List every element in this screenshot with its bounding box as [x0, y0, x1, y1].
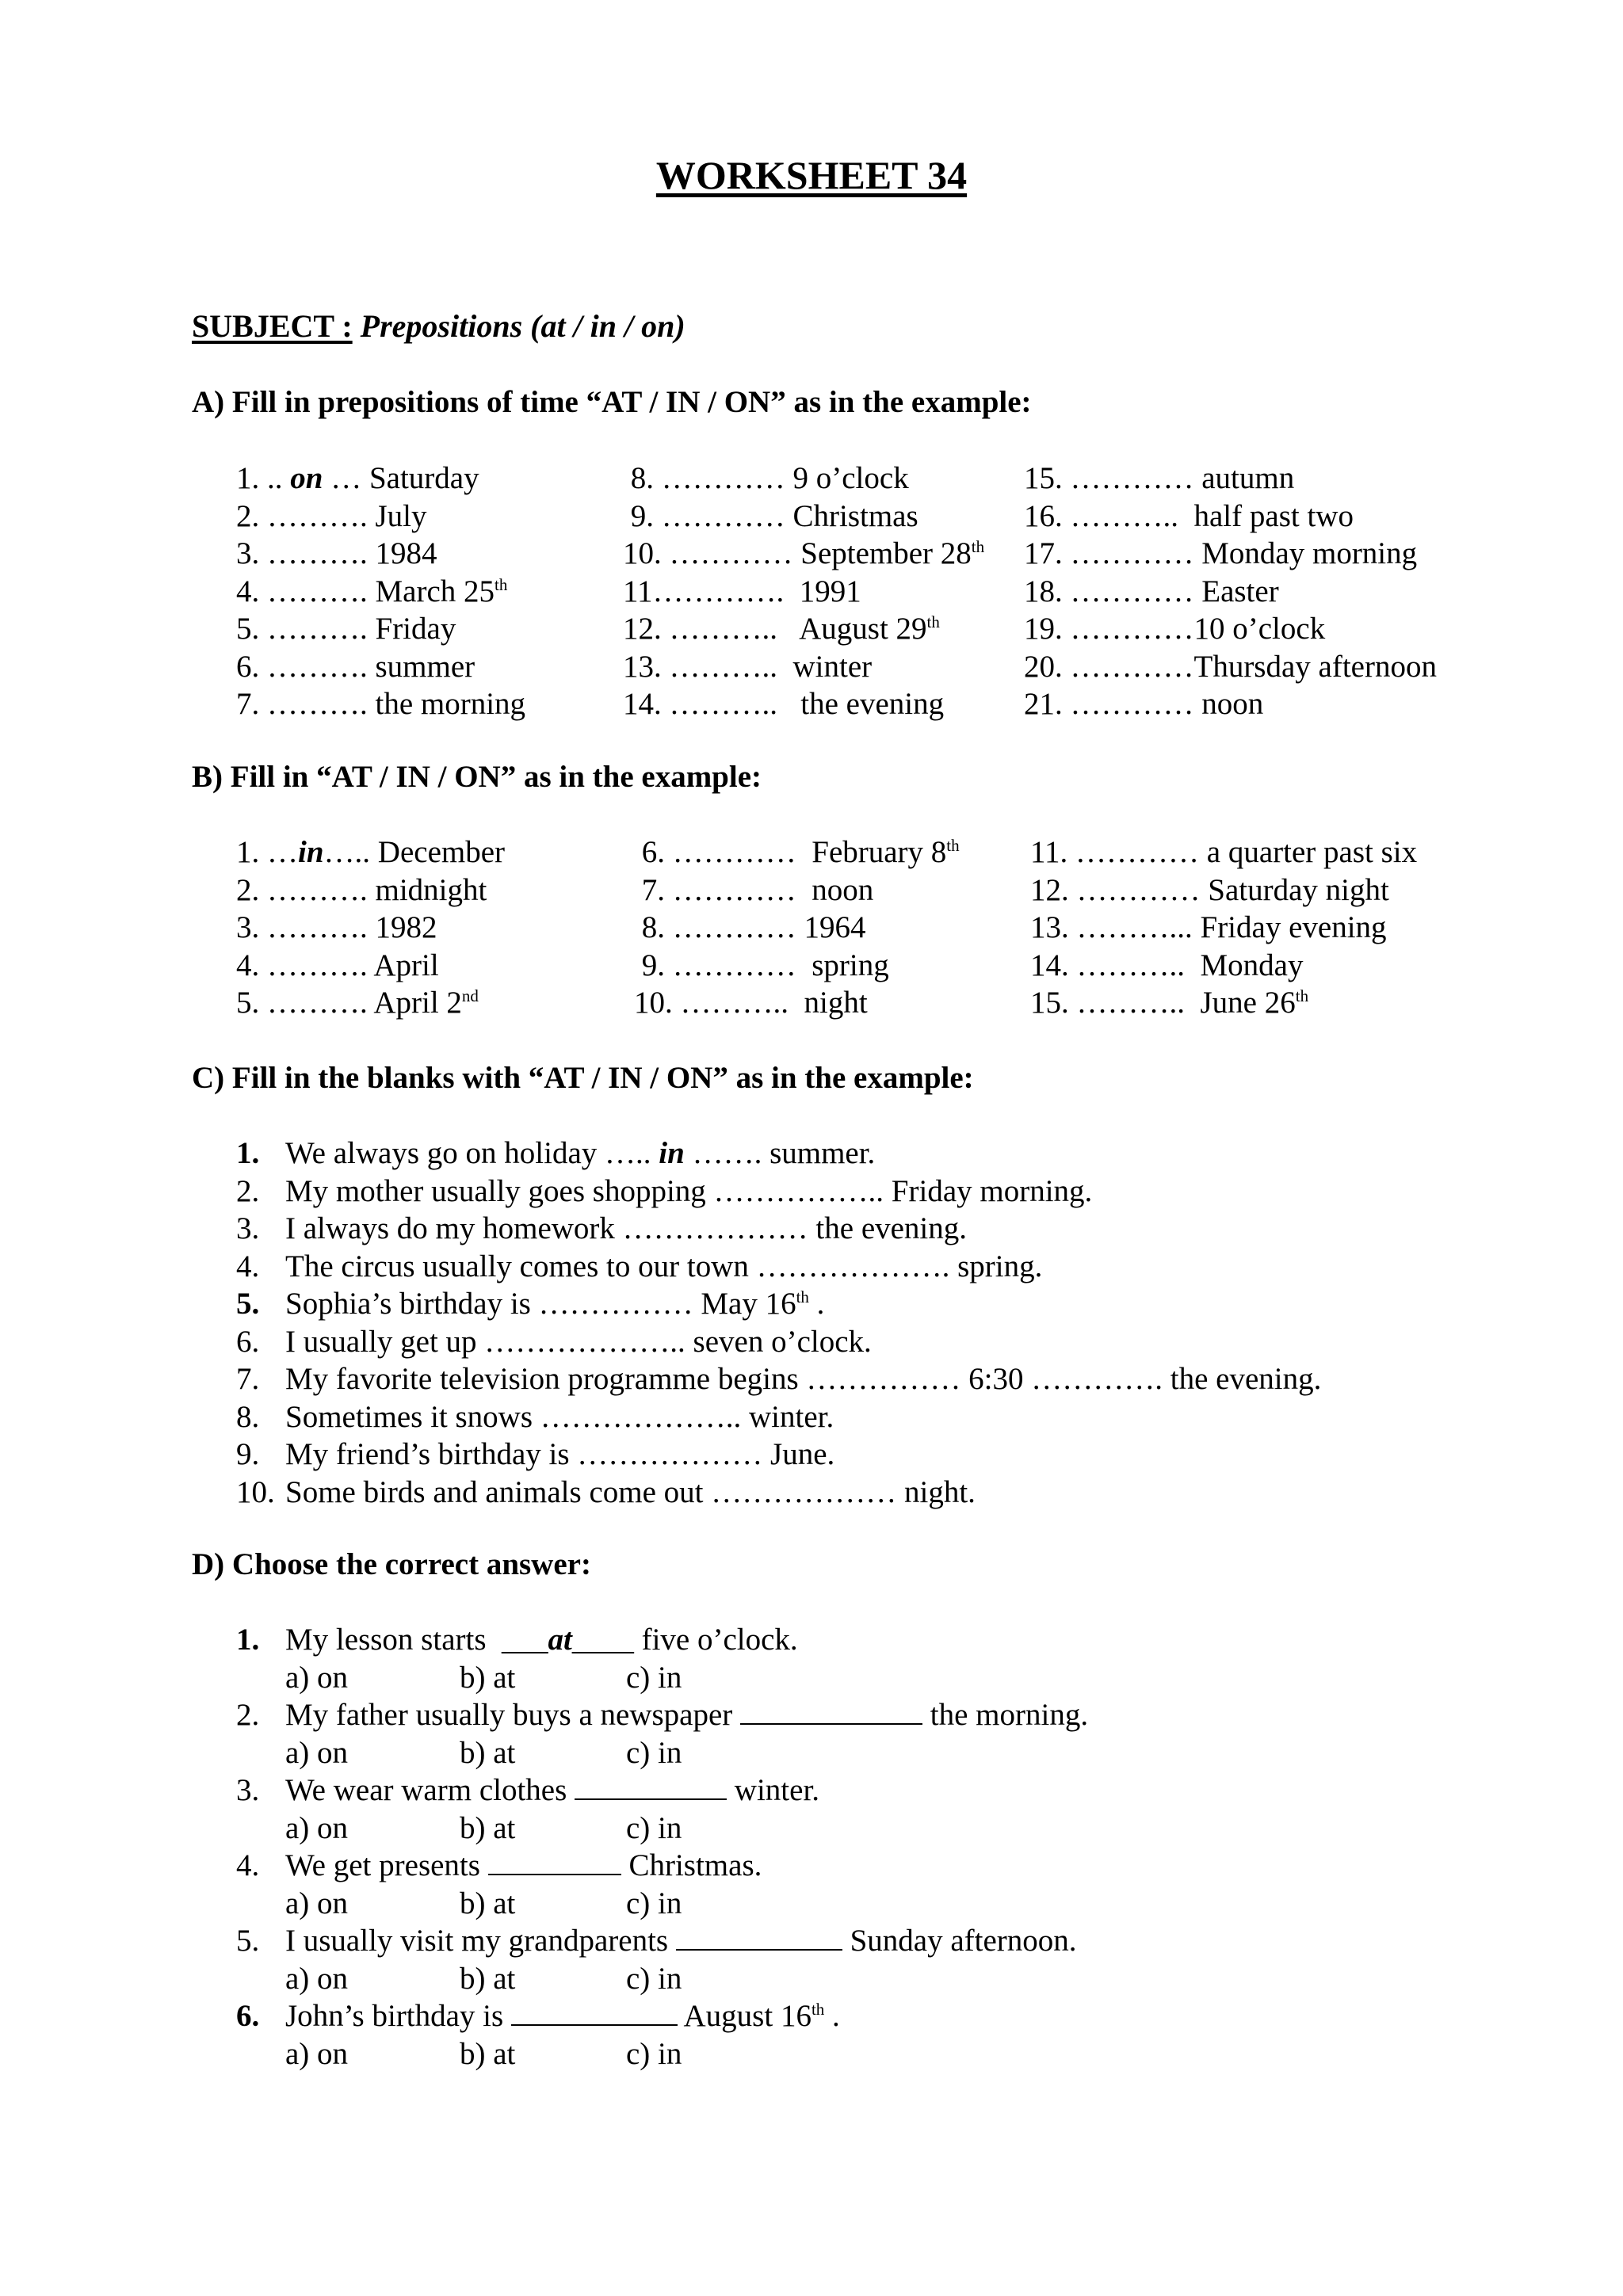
item-text: 13. ………... Friday evening [1030, 910, 1387, 944]
item-text: 11. ………… a quarter past six [1030, 835, 1418, 869]
ordinal-suffix: th [495, 574, 508, 594]
answer-option[interactable]: a) on [285, 2036, 349, 2071]
item-text: 12. ………… Saturday night [1030, 872, 1389, 907]
item-number: 3. [236, 1211, 260, 1245]
item-text: 1. … [236, 835, 298, 869]
answer-option[interactable]: c) in [626, 1735, 682, 1770]
sentence-text: My favorite television programme begins …………… 6:30 …………. the evening. [285, 1362, 1322, 1396]
item-text: 14. ……….. Monday [1030, 948, 1304, 982]
sentence-text: Some birds and animals come out ……………… night. [285, 1474, 976, 1509]
sentence-item [236, 1173, 1321, 1211]
answer-options [236, 1810, 1088, 1848]
sentence-text-end: . [808, 1287, 825, 1321]
item-number: 6. [236, 1324, 260, 1359]
answer-option[interactable]: a) on [285, 1735, 349, 1770]
item-text: 20. …………Thursday afternoon [1024, 649, 1437, 684]
exercise-item [1024, 535, 1437, 573]
item-text-end: ….. December [323, 835, 506, 869]
question-text: I usually visit my grandparents [285, 1924, 676, 1958]
item-text: 2. ………. July [236, 498, 427, 533]
item-text: 8. ………… 1964 [634, 910, 866, 944]
exercise-item [623, 610, 984, 648]
question-text-end: winter. [727, 1773, 820, 1807]
section-a-heading: A) Fill in prepositions of time “AT / IN / ON” as in the example: [192, 385, 1032, 419]
section-b-column-1 [236, 833, 505, 1022]
answer-option[interactable]: a) on [285, 1961, 349, 1996]
ordinal-suffix: th [796, 1287, 809, 1306]
exercise-item [634, 947, 960, 985]
question-item [236, 1922, 1088, 1960]
question-text-end: ____ five o’clock. [571, 1623, 798, 1657]
exercise-item [236, 610, 525, 648]
question-number: 5. [236, 1924, 260, 1958]
answer-blank[interactable] [740, 1699, 922, 1725]
question-item [236, 1621, 1088, 1659]
question-text: We wear warm clothes [285, 1773, 575, 1807]
sentence-item [236, 1398, 1321, 1436]
section-a-column-2 [623, 460, 984, 723]
exercise-item [623, 498, 984, 536]
question-item [236, 1847, 1088, 1885]
section-a-column-1 [236, 460, 525, 723]
item-text: 15. ……….. June 26 [1030, 986, 1296, 1020]
answer-option[interactable]: b) at [460, 1735, 516, 1770]
item-number: 7. [236, 1362, 260, 1396]
item-text: 16. ……….. half past two [1024, 498, 1354, 533]
item-number: 1. [236, 1136, 260, 1170]
sentence-text: My friend’s birthday is ……………… June. [285, 1437, 835, 1471]
item-text-end: … Saturday [323, 461, 479, 495]
ordinal-suffix: th [926, 612, 940, 631]
item-text: 12. ……….. August 29 [623, 612, 927, 646]
item-text: 3. ………. 1982 [236, 910, 437, 944]
exercise-item [1024, 573, 1437, 611]
section-c-heading: C) Fill in the blanks with “AT / IN / ON” as in the example: [192, 1061, 974, 1095]
item-text: 18. ………… Easter [1024, 574, 1279, 608]
question-item [236, 1997, 1088, 2035]
exercise-item [236, 947, 505, 985]
question-number: 4. [236, 1848, 260, 1882]
sentence-item [236, 1436, 1321, 1474]
item-number: 5. [236, 1287, 260, 1321]
sentence-item [236, 1210, 1321, 1248]
item-text: 10. ………… September 28 [623, 536, 972, 570]
exercise-item [1024, 610, 1437, 648]
item-text: 10. ……….. night [634, 986, 868, 1020]
item-text: 3. ………. 1984 [236, 536, 437, 570]
sentence-item [236, 1248, 1321, 1286]
exercise-item [623, 573, 984, 611]
item-text: 9. ………… Christmas [623, 498, 918, 533]
exercise-item [623, 460, 984, 498]
subject-text: Prepositions (at / in / on) [360, 308, 685, 344]
example-answer: at [548, 1623, 572, 1657]
question-text: My lesson starts ___ [285, 1623, 548, 1657]
item-number: 8. [236, 1399, 260, 1434]
question-item [236, 1696, 1088, 1734]
section-b-heading: B) Fill in “AT / IN / ON” as in the example: [192, 760, 762, 794]
sentence-text: Sophia’s birthday is …………… May 16 [285, 1287, 796, 1321]
question-text-end: the morning. [922, 1698, 1089, 1732]
subject-label: SUBJECT : [192, 308, 353, 344]
exercise-item [623, 648, 984, 686]
question-text: We get presents [285, 1848, 488, 1882]
answer-options [236, 1960, 1088, 1998]
ordinal-suffix: nd [461, 986, 479, 1005]
exercise-item [623, 685, 984, 723]
sentence-text: The circus usually comes to our town ………………. spring. [285, 1249, 1043, 1283]
answer-option[interactable]: c) in [626, 1810, 682, 1845]
exercise-item [623, 535, 984, 573]
question-number: 2. [236, 1698, 260, 1732]
subject-line [192, 307, 685, 345]
answer-blank[interactable] [676, 1925, 842, 1951]
item-text: 1. .. [236, 461, 291, 495]
item-text: 6. ………. summer [236, 649, 475, 684]
exercise-item [236, 685, 525, 723]
sentence-text: Sometimes it snows ……………….. winter. [285, 1399, 834, 1434]
sentence-item [236, 1323, 1321, 1361]
sentence-text: I always do my homework ……………… the evening. [285, 1211, 968, 1245]
answer-option[interactable]: b) at [460, 1660, 516, 1695]
exercise-item [236, 535, 525, 573]
item-text: 21. ………… noon [1024, 687, 1264, 721]
exercise-item [236, 498, 525, 536]
question-text-end: Christmas. [621, 1848, 762, 1882]
question-text: John’s birthday is [285, 1999, 511, 2033]
item-text: 5. ………. Friday [236, 612, 456, 646]
item-number: 2. [236, 1173, 260, 1208]
answer-option[interactable]: c) in [626, 2036, 682, 2071]
item-text: 2. ………. midnight [236, 872, 487, 907]
exercise-item [236, 871, 505, 910]
sentence-text-end: ……. summer. [684, 1136, 876, 1170]
answer-blank[interactable] [488, 1850, 621, 1875]
answer-option[interactable]: a) on [285, 1886, 349, 1920]
answer-option[interactable]: b) at [460, 2036, 516, 2071]
item-text: 4. ………. April [236, 948, 439, 982]
exercise-item [1030, 871, 1417, 910]
item-text: 19. …………10 o’clock [1024, 612, 1326, 646]
ordinal-suffix: th [946, 836, 960, 855]
question-text-end: August 16 [677, 1999, 812, 2033]
example-answer: in [659, 1136, 685, 1170]
item-text: 11…………. 1991 [623, 574, 861, 608]
answer-options [236, 1885, 1088, 1923]
exercise-item [1030, 833, 1417, 871]
section-d-heading: D) Choose the correct answer: [192, 1547, 591, 1581]
answer-options [236, 1734, 1088, 1772]
sentence-text: My mother usually goes shopping …………….. Friday morning. [285, 1173, 1093, 1208]
answer-option[interactable]: b) at [460, 1886, 516, 1920]
section-a-column-3 [1024, 460, 1437, 723]
sentence-text: I usually get up ……………….. seven o’clock. [285, 1324, 872, 1359]
exercise-item [236, 909, 505, 947]
answer-option[interactable]: b) at [460, 1810, 516, 1845]
worksheet-title: WORKSHEET 34 [655, 153, 968, 197]
item-number: 4. [236, 1249, 260, 1283]
exercise-item [634, 871, 960, 910]
section-b-column-3 [1030, 833, 1417, 1022]
exercise-item [236, 833, 505, 871]
section-b-column-2 [634, 833, 960, 1022]
question-number: 6. [236, 1999, 260, 2033]
example-answer: in [298, 835, 324, 869]
answer-option[interactable]: a) on [285, 1810, 349, 1845]
answer-option[interactable]: c) in [626, 1961, 682, 1996]
item-number: 9. [236, 1437, 260, 1471]
exercise-item [236, 460, 525, 498]
exercise-item [1024, 685, 1437, 723]
ordinal-suffix: th [811, 2000, 825, 2019]
sentence-text: We always go on holiday ….. [285, 1136, 659, 1170]
question-text: My father usually buys a newspaper [285, 1698, 741, 1732]
example-answer: on [290, 461, 323, 495]
exercise-item [1024, 648, 1437, 686]
question-text-tail: . [824, 1999, 840, 2033]
item-text: 13. ……….. winter [623, 649, 873, 684]
question-number: 1. [236, 1623, 260, 1657]
item-text: 7. ………… noon [634, 872, 874, 907]
answer-option[interactable]: c) in [626, 1660, 682, 1695]
exercise-item [1024, 498, 1437, 536]
answer-option[interactable]: a) on [285, 1660, 349, 1695]
item-text: 6. ………… February 8 [634, 835, 947, 869]
item-text: 7. ………. the morning [236, 687, 526, 721]
item-text: 9. ………… spring [634, 948, 889, 982]
question-number: 3. [236, 1773, 260, 1807]
exercise-item [634, 984, 960, 1022]
item-text: 15. ………… autumn [1024, 461, 1295, 495]
exercise-item [1030, 947, 1417, 985]
exercise-item [634, 833, 960, 871]
exercise-item [236, 573, 525, 611]
sentence-item [236, 1285, 1321, 1323]
answer-option[interactable]: b) at [460, 1961, 516, 1996]
exercise-item [236, 648, 525, 686]
item-text: 17. ………… Monday morning [1024, 536, 1418, 570]
exercise-item [236, 984, 505, 1022]
section-d-list [236, 1621, 1088, 2073]
question-text-end: Sunday afternoon. [842, 1924, 1077, 1958]
item-text: 8. ………… 9 o’clock [623, 461, 909, 495]
item-number: 10. [236, 1474, 275, 1509]
answer-blank[interactable] [575, 1775, 727, 1800]
exercise-item [1024, 460, 1437, 498]
exercise-item [634, 909, 960, 947]
item-text: 4. ………. March 25 [236, 574, 495, 608]
section-c-list [236, 1135, 1321, 1511]
answer-blank[interactable] [511, 2000, 678, 2026]
ordinal-suffix: th [971, 537, 985, 556]
item-text: 5. ………. April 2 [236, 986, 462, 1020]
exercise-item [1030, 984, 1417, 1022]
sentence-item [236, 1474, 1321, 1512]
ordinal-suffix: th [1295, 986, 1309, 1005]
answer-option[interactable]: c) in [626, 1886, 682, 1920]
sentence-item [236, 1135, 1321, 1173]
answer-options [236, 1659, 1088, 1697]
answer-options [236, 2035, 1088, 2073]
sentence-item [236, 1360, 1321, 1398]
item-text: 14. ……….. the evening [623, 687, 945, 721]
question-item [236, 1772, 1088, 1810]
exercise-item [1030, 909, 1417, 947]
